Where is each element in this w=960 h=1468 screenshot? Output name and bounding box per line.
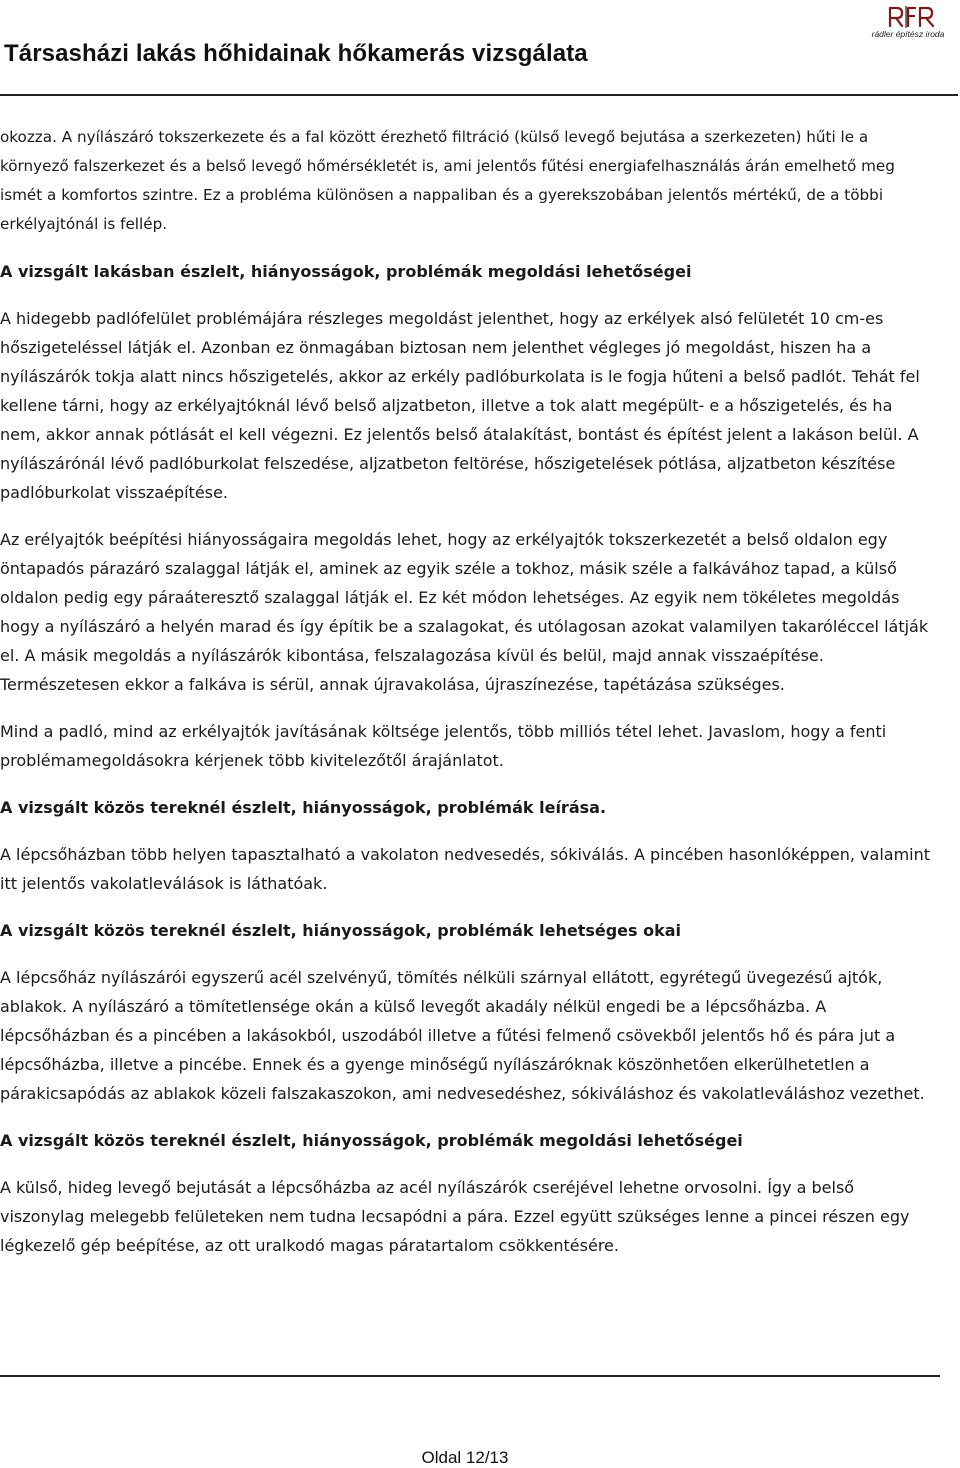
header-divider [0,94,958,96]
heading-apartment-solutions: A vizsgált lakásban észlelt, hiányosságok, problémák megoldási lehetőségei [0,262,692,281]
footer-divider [0,1375,940,1377]
heading-common-areas-description: A vizsgált közös tereknél észlelt, hiányosságok, problémák leírása. [0,798,607,817]
document-title: Társasházi lakás hőhidainak hőkamerás vizsgálata [4,40,588,67]
page-number: Oldal 12/13 [421,1448,509,1467]
paragraph-common-areas-description: A lépcsőházban több helyen tapasztalható a vakolaton nedvesedés, sókiválás. A pincében hasonlóképpen, valamint itt jelentős vakolatleválások is láthatóak. [0,845,931,893]
heading-common-areas-solutions: A vizsgált közös tereknél észlelt, hiányosságok, problémák megoldási lehetőségei [0,1131,743,1150]
paragraph-common-areas-causes: A lépcsőház nyílászárói egyszerű acél szelvényű, tömítés nélküli szárnyal ellátott, egyrétegű üvegezésű ajtók, ablakok. A nyílászáró a tömítetlensége okán a külső levegőt akadály nélkül engedi be a lépcsőházba. A lépcsőházban és a pincében a lakásokból, uszodából illetve a fűtési felmenő csövekből jelentős hő és pára jut a lépcsőházba, illetve a pincébe. Ennek és a gyenge minőségű nyílászáróknak köszönhetően elkerülhetetlen a párakicsapódás az ablakok közeli falszakaszokon, ami nedvesedéshez, sókiváláshoz és vakolatleváláshoz vezethet. [0,968,925,1103]
heading-common-areas-causes: A vizsgált közös tereknél észlelt, hiányosságok, problémák lehetséges okai [0,921,682,940]
page-body [0,123,935,1278]
logo-caption: rádler építész iroda [871,29,945,39]
paragraph-cost-note: Mind a padló, mind az erkélyajtók javításának költsége jelentős, több milliós tétel lehet. Javaslom, hogy a fenti problémamegoldásokra kérjenek több kivitelezőtől árajánlatot. [0,722,887,770]
paragraph-common-areas-solutions: A külső, hideg levegő bejutását a lépcsőházba az acél nyílászárók cseréjével lehetne orvosolni. Így a belső viszonylag melegebb felületeken nem tudna lecsapódni a pára. Ezzel együtt szükséges lenne a pincei részen egy légkezelő gép beépítése, az ott uralkodó magas páratartalom csökkentésére. [0,1178,910,1255]
paragraph-floor-solution: A hidegebb padlófelület problémájára részleges megoldást jelenthet, hogy az erkélyek alsó felületét 10 cm-es hőszigeteléssel látják el. Azonban ez önmagában biztosan nem jelenthet végleges jó megoldást, hiszen ha a nyílászárók tokja alatt nincs hőszigetelés, akkor az erkély padlóburkolata is le fogja hűteni a belső padlót. Tehát fel kellene tárni, hogy az erkélyajtóknál lévő belső aljzatbeton, illetve a tok alatt megépült- e a hőszigetelés, és ha nem, akkor annak pótlását el kell végezni. Ez jelentős belső átalakítást, bontást és építést jelent a lakáson belül. A nyílászárónál lévő padlóburkolat felszedése, aljzatbeton feltörése, hőszigetelések pótlása, aljzatbeton készítése padlóburkolat visszaépítése. [0,309,920,502]
paragraph-balcony-door-solution: Az erélyajtók beépítési hiányosságaira megoldás lehet, hogy az erkélyajtók tokszerkezetét a belső oldalon egy öntapadós párazáró szalaggal látják el, aminek az egyik széle a tokhoz, másik széle a falkávához tapad, a külső oldalon pedig egy páraáteresztő szalaggal látják el. Ez két módon lehetséges. Az egyik nem tökéletes megoldás hogy a nyílászáró a helyén marad és így építik be a szalagokat, és utólagosan azokat valamilyen takaróléccel látják el. A másik megoldás a nyílászárók kibontása, felszalagozása kívül és belül, majd annak visszaépítése. Természetesen ekkor a falkáva is sérül, annak újravakolása, újraszínezése, tapétázása szükséges. [0,530,929,694]
paragraph-intro: okozza. A nyílászáró tokszerkezete és a fal között érezhető filtráció (külső levegő bejutása a szerkezeten) hűti le a környező falszerkezet és a belső levegő hőmérsékletét is, ami jelentős fűtési energiafelhasználás árán emelhető meg ismét a komfortos szintre. Ez a probléma különösen a nappaliban és a gyerekszobában jelentős mértékű, de a többi erkélyajtónál is fellép. [0,128,895,233]
